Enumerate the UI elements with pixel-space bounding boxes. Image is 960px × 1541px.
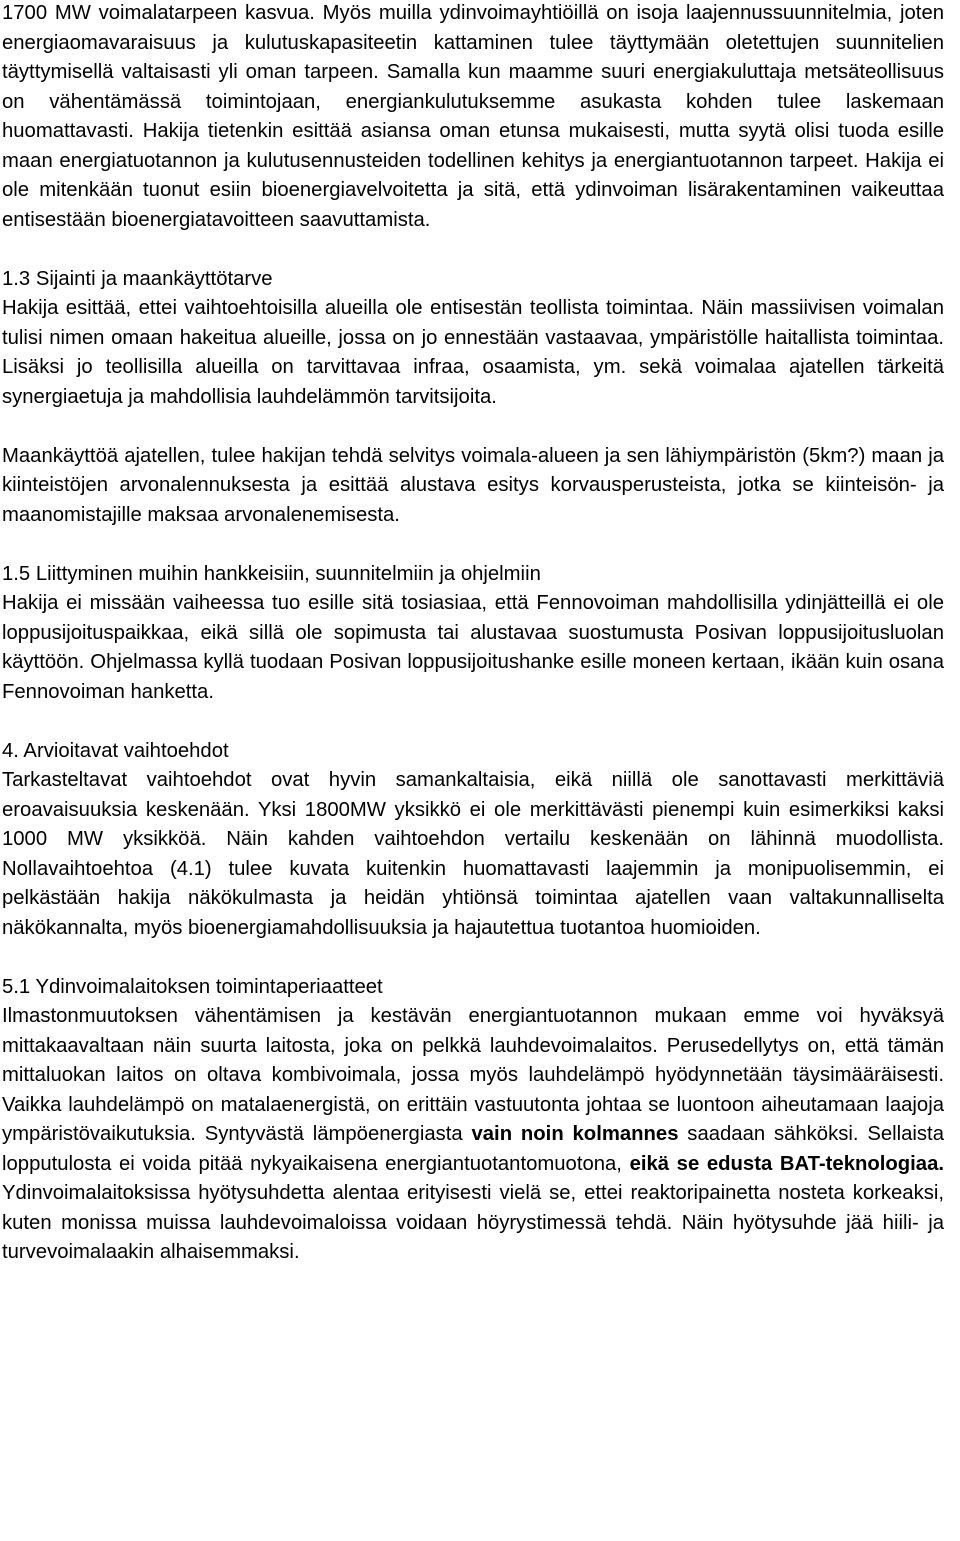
section-4 bbox=[2, 737, 944, 944]
section-body-5-1-part2: saadaan sähköksi. Sellaista lopputulosta ei voida pitää nykyaikaisena energiantuotantomuotona, bbox=[2, 1123, 944, 1175]
section-heading-5-1: 5.1 Ydinvoimalaitoksen toimintaperiaatteet bbox=[2, 975, 383, 998]
paragraph-maankaytto: Maankäyttöä ajatellen, tulee hakijan tehdä selvitys voimala-alueen ja sen lähiympäristön (5km?) maan ja kiinteistöjen arvonalennuksesta ja esittää alustava esitys korvausperusteista, jotka se kiinteisön- ja maanomistajille maksaa arvonalenemisesta. bbox=[2, 444, 944, 526]
section-body-1-5: Hakija ei missään vaiheessa tuo esille sitä tosiasiaa, että Fennovoiman mahdollisilla ydinjätteillä ei ole loppusijoituspaikkaa, eikä sillä ole sopimusta tai alustavaa suostumusta Posivan loppusijoitusluolan käyttöön. Ohjelmassa kyllä tuodaan Posivan loppusijoitushanke esille moneen kertaan, ikään kuin osana Fennovoiman hanketta. bbox=[2, 592, 944, 703]
section-body-5-1-part1: Ilmastonmuutoksen vähentämisen ja kestävän energiantuotannon mukaan emme voi hyväksyä mittakaavaltaan näin suurta laitosta, joka on pelkkä lauhdevoimalaitos. Perusedellytys on, että tämän mittaluokan laitos on oltava kombivoimala, jossa myös lauhdelämpö hyödynnetään täysimääräisesti. Vaikka lauhdelämpö on matalaenergistä, on erittäin vastuutonta johtaa se luontoon aiheutamaan laajoja ympäristövaikutuksia. Syntyvästä lämpöenergiasta bbox=[2, 1005, 944, 1145]
emphasis-bat: eikä se edusta BAT-teknologiaa. bbox=[629, 1152, 944, 1175]
emphasis-kolmannes: vain noin kolmannes bbox=[471, 1123, 679, 1145]
document-page bbox=[2, 0, 944, 1297]
paragraph-intro: 1700 MW voimalatarpeen kasvua. Myös muilla ydinvoimayhtiöillä on isoja laajennussuunnitelmia, joten energiaomavaraisuus ja kulutuskapasiteetin kattaminen tulee täyttymään oletettujen suunnitelien täyttymisellä valtaisasti yli oman tarpeen. Samalla kun maamme suuri energiakuluttaja metsäteollisuus on vähentämässä toimintojaan, energiankulutuksemme asukasta kohden tulee laskemaan huomattavasti. Hakija tietenkin esittää asiansa oman etunsa mukaisesti, mutta syytä olisi tuoda esille maan energiatuotannon ja kulutusennusteiden todellinen kehitys ja energiantuotannon tarpeet. Hakija ei ole mitenkään tuonut esiin bioenergiavelvoitetta ja sitä, että ydinvoiman lisärakentaminen vaikeuttaa entisestään bioenergiatavoitteen saavuttamista. bbox=[2, 2, 944, 231]
section-1-5 bbox=[2, 560, 944, 708]
section-heading-4: 4. Arvioitavat vaihtoehdot bbox=[2, 739, 229, 762]
section-1-3 bbox=[2, 265, 944, 413]
section-body-5-1-part3: Ydinvoimalaitoksissa hyötysuhdetta alentaa erityisesti vielä se, ettei reaktoripainetta nosteta korkeaksi, kuten monissa muissa lauhdevoimaloissa voidaan höyrystimessä tehdä. Näin hyötysuhde jää hiili- ja turvevoimalaakin alhaisemmaksi. bbox=[2, 1182, 944, 1263]
section-body-4: Tarkasteltavat vaihtoehdot ovat hyvin samankaltaisia, eikä niillä ole sanottavasti merkittäviä eroavaisuuksia keskenään. Yksi 1800MW yksikkö ei ole merkittävästi pienempi kuin esimerkiksi kaksi 1000 MW yksikköä. Näin kahden vaihtoehdon vertailu keskenään on lähinnä muodollista. Nollavaihtoehtoa (4.1) tulee kuvata kuitenkin huomattavasti laajemmin ja monipuolisemmin, ei pelkästään hakija näkökulmasta ja heidän yhtiönsä toimintaa ajatellen vaan valtakunnalliselta näkökannalta, myös bioenergiamahdollisuuksia ja hajautettua tuotantoa huomioiden. bbox=[2, 769, 944, 939]
section-body-1-3: Hakija esittää, ettei vaihtoehtoisilla alueilla ole entisestän teollista toimintaa. Näin massiivisen voimalan tulisi nimen omaan hakeitua alueille, jossa on jo ennestään vastaavaa, ympäristölle haitallista toimintaa. Lisäksi jo teollisilla alueilla on tarvittavaa infraa, osaamista, ym. sekä voimalaa ajatellen tärkeitä synergiaetuja ja mahdollisia lauhdelämmön tarvitsijoita. bbox=[2, 297, 944, 408]
section-5-1 bbox=[2, 973, 944, 1268]
section-heading-1-3: 1.3 Sijainti ja maankäyttötarve bbox=[2, 267, 273, 290]
section-heading-1-5: 1.5 Liittyminen muihin hankkeisiin, suunnitelmiin ja ohjelmiin bbox=[2, 562, 541, 585]
